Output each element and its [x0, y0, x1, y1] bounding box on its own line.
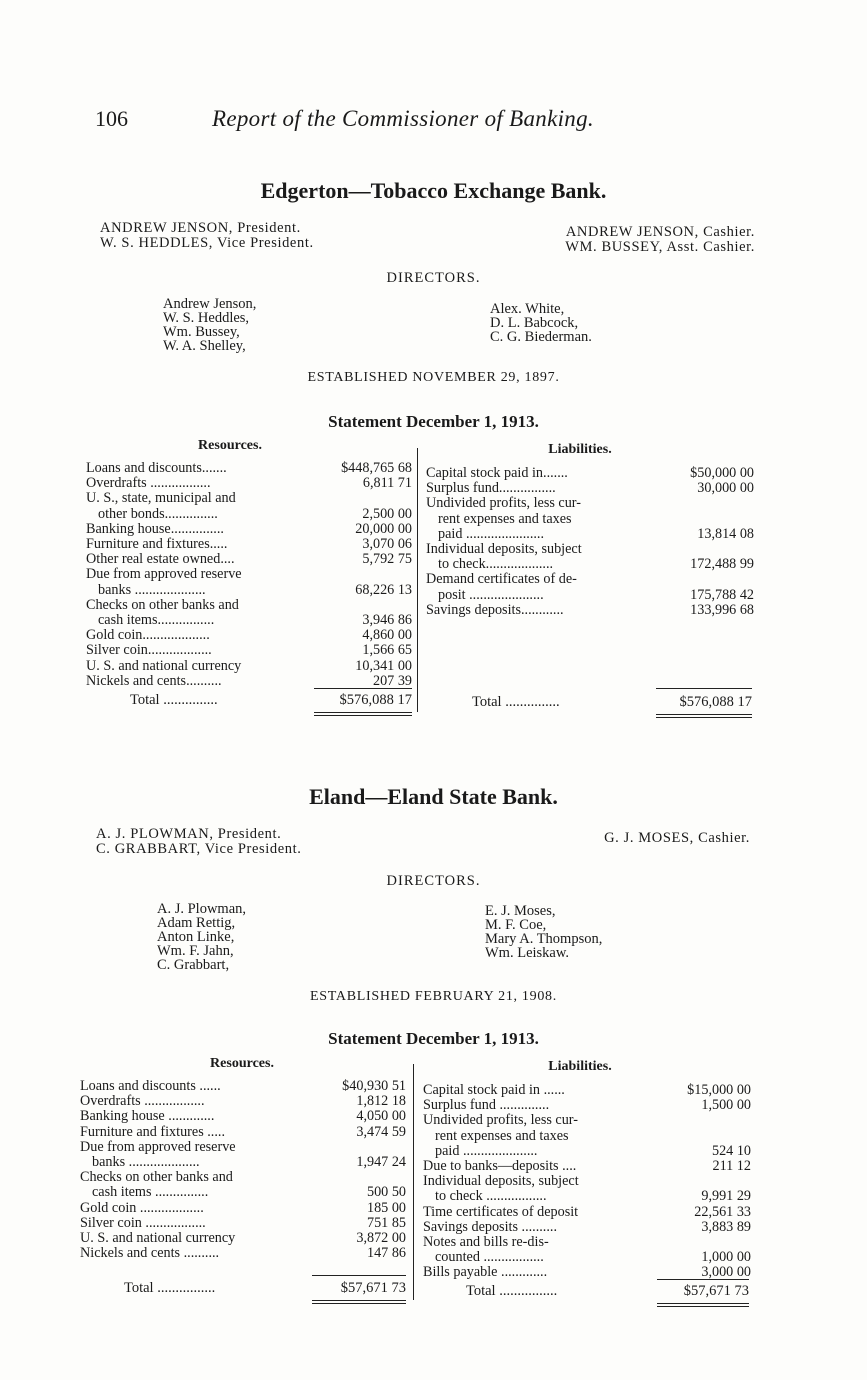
ledger-item-amount: 3,000 00 — [701, 1264, 751, 1281]
ledger-item-label: Capital stock paid in ...... — [423, 1083, 565, 1098]
director: A. J. Plowman, — [157, 901, 247, 917]
column-divider — [413, 1064, 414, 1300]
director: W. S. Heddles, — [163, 310, 250, 326]
ledger-item-amount: 500 50 — [366, 1184, 406, 1201]
officer-cashier: G. J. MOSES, Cashier. — [604, 830, 750, 846]
ledger-item-amount: 20,000 00 — [355, 520, 412, 537]
ledger-row — [423, 1205, 751, 1220]
liabilities-total-row — [472, 693, 752, 711]
ledger-row — [423, 1113, 751, 1128]
total-amount: $576,088 17 — [679, 694, 752, 710]
ledger-row — [80, 1201, 406, 1216]
directors-heading: DIRECTORS. — [386, 873, 481, 889]
director: Adam Rettig, — [157, 915, 236, 931]
bank-title: Edgerton—Tobacco Exchange Bank. — [260, 178, 607, 203]
ledger-item-amount: 3,070 06 — [362, 536, 412, 552]
ledger-item-label: U. S., state, municipal and — [86, 491, 236, 507]
ledger-item-amount: $40,930 51 — [342, 1078, 406, 1094]
total-amount: $576,088 17 — [339, 692, 412, 708]
ledger-row — [80, 1094, 406, 1109]
ledger-item-label: Silver coin ................. — [80, 1215, 206, 1231]
ledger-row — [86, 613, 412, 628]
ledger-row — [86, 476, 412, 491]
total-label: Total ............... — [130, 692, 218, 708]
director: Wm. Bussey, — [163, 324, 240, 340]
ledger-item-amount: 9,991 29 — [701, 1188, 751, 1205]
ledger-row — [423, 1250, 751, 1265]
ledger-item-label: Overdrafts ................. — [80, 1094, 205, 1110]
ledger-item-label: Time certificates of deposit — [423, 1204, 579, 1220]
ledger-item-label: Individual deposits, subject — [426, 542, 582, 557]
ledger-item-label: Loans and discounts....... — [86, 461, 227, 476]
ledger-item-amount: 133,996 68 — [690, 601, 754, 618]
ledger-row — [86, 461, 412, 476]
ledger-row — [423, 1174, 751, 1189]
ledger-row — [426, 603, 754, 618]
ledger-item-amount: 5,792 75 — [362, 551, 412, 568]
director: E. J. Moses, — [485, 903, 556, 919]
officer-cashier: ANDREW JENSON, Cashier. — [565, 224, 755, 240]
ledger-row — [423, 1083, 751, 1098]
statement-title: Statement December 1, 1913. — [328, 1029, 539, 1048]
ledger-row — [80, 1246, 406, 1261]
ledger-row — [80, 1216, 406, 1231]
ledger-item-label: Furniture and fixtures..... — [86, 537, 228, 552]
officer-president: A. J. PLOWMAN, President. — [96, 826, 282, 842]
ledger-item-amount: 22,561 33 — [694, 1203, 751, 1220]
ledger-row — [86, 507, 412, 522]
ledger-row — [86, 537, 412, 552]
ledger-row — [423, 1098, 751, 1113]
ledger-item-label: Nickels and cents.......... — [86, 673, 222, 689]
ledger-item-label: to check ................. — [435, 1189, 547, 1205]
ledger-item-label: Notes and bills re-dis- — [423, 1235, 549, 1250]
ledger-item-label: Loans and discounts ...... — [80, 1079, 221, 1094]
total-rule — [312, 1275, 406, 1276]
officer-asst-cashier: WM. BUSSEY, Asst. Cashier. — [565, 239, 755, 255]
ledger-row — [426, 481, 754, 496]
resources-heading: Resources. — [210, 1056, 274, 1071]
ledger-item-amount: 3,946 86 — [362, 612, 412, 628]
ledger-item-label: Checks on other banks and — [86, 597, 239, 613]
ledger-row — [423, 1189, 751, 1204]
ledger-item-amount: 211 12 — [712, 1158, 751, 1174]
ledger-row — [86, 628, 412, 643]
total-double-rule — [312, 1300, 406, 1304]
ledger-item-label: Gold coin................... — [86, 628, 210, 644]
total-label: Total ................ — [466, 1283, 558, 1299]
director: Andrew Jenson, — [163, 296, 257, 312]
ledger-item-label: U. S. and national currency — [80, 1231, 236, 1246]
ledger-item-label: Gold coin .................. — [80, 1200, 204, 1216]
ledger-item-label: to check................... — [438, 557, 554, 573]
ledger-row — [426, 527, 754, 542]
ledger-row — [86, 552, 412, 567]
ledger-item-label: Banking house............... — [86, 521, 224, 537]
director: Alex. White, — [490, 301, 565, 317]
officer-president: ANDREW JENSON, President. — [100, 220, 301, 236]
ledger-item-amount: 68,226 13 — [355, 581, 412, 598]
ledger-row — [86, 598, 412, 613]
resources-total-row — [124, 1279, 406, 1297]
ledger-item-label: Bills payable ............. — [423, 1265, 548, 1281]
ledger-item-amount: 175,788 42 — [690, 586, 754, 603]
ledger-item-label: banks .................... — [98, 582, 206, 598]
directors-heading: DIRECTORS. — [386, 270, 481, 286]
page-number: 106 — [95, 106, 128, 131]
ledger-item-label: Undivided profits, less cur- — [423, 1113, 578, 1129]
ledger-item-amount: 185 00 — [366, 1199, 406, 1216]
ledger-row — [86, 491, 412, 506]
ledger-row — [426, 466, 754, 481]
ledger-row — [86, 583, 412, 598]
ledger-item-amount: 6,811 71 — [362, 475, 412, 492]
ledger-item-label: rent expenses and taxes — [438, 511, 572, 527]
ledger-row — [423, 1235, 751, 1250]
ledger-row — [426, 557, 754, 572]
director: C. G. Biederman. — [490, 329, 592, 345]
ledger-item-label: paid ...................... — [438, 526, 545, 542]
ledger-item-amount: 13,814 08 — [697, 525, 754, 542]
statement-title: Statement December 1, 1913. — [328, 412, 539, 431]
ledger-item-label: posit ..................... — [438, 587, 544, 603]
liabilities-heading: Liabilities. — [548, 442, 612, 457]
ledger-row — [423, 1144, 751, 1159]
ledger-item-label: Nickels and cents .......... — [80, 1246, 220, 1262]
ledger-row — [80, 1125, 406, 1140]
ledger-row — [86, 567, 412, 582]
ledger-row — [80, 1140, 406, 1155]
ledger-row — [80, 1109, 406, 1124]
established-date: ESTABLISHED NOVEMBER 29, 1897. — [307, 370, 560, 385]
ledger-item-amount: $50,000 00 — [690, 465, 754, 481]
total-rule — [657, 1279, 749, 1280]
liabilities-heading: Liabilities. — [548, 1059, 612, 1074]
total-rule — [314, 688, 412, 689]
ledger-item-amount: 3,872 00 — [356, 1230, 406, 1246]
ledger-item-label: Due from approved reserve — [80, 1139, 236, 1155]
ledger-item-amount: $448,765 68 — [341, 460, 412, 476]
ledger-item-amount: 1,566 65 — [362, 642, 412, 659]
officer-vice-president: C. GRABBART, Vice President. — [96, 841, 302, 857]
ledger-item-label: Due from approved reserve — [86, 567, 242, 583]
ledger-row — [80, 1155, 406, 1170]
ledger-item-amount: 2,500 00 — [362, 505, 412, 522]
total-double-rule — [657, 1303, 749, 1307]
ledger-item-label: banks .................... — [92, 1155, 200, 1170]
ledger-item-amount: 524 10 — [711, 1142, 751, 1159]
ledger-row — [426, 588, 754, 603]
ledger-row — [86, 659, 412, 674]
ledger-item-label: Overdrafts ................. — [86, 476, 211, 492]
ledger-item-label: Savings deposits .......... — [423, 1219, 557, 1235]
ledger-item-amount: 1,000 00 — [701, 1249, 751, 1266]
ledger-item-amount: 4,860 00 — [362, 627, 412, 644]
ledger-item-amount: 30,000 00 — [697, 480, 754, 497]
ledger-item-label: Surplus fund................ — [426, 481, 556, 497]
ledger-item-amount: 1,812 18 — [356, 1093, 406, 1110]
ledger-row — [80, 1231, 406, 1246]
resources-total-row — [130, 691, 412, 709]
ledger-item-label: Capital stock paid in....... — [426, 466, 568, 481]
ledger-item-amount: 1,500 00 — [701, 1097, 751, 1114]
total-double-rule — [656, 714, 752, 718]
ledger-item-label: paid ..................... — [435, 1143, 538, 1159]
ledger-item-label: cash items................ — [98, 613, 215, 628]
director: W. A. Shelley, — [163, 338, 246, 354]
ledger-item-amount: 4,050 00 — [356, 1108, 406, 1125]
running-head — [95, 106, 655, 138]
ledger-item-label: Savings deposits............ — [426, 602, 564, 618]
ledger-item-label: Other real estate owned.... — [86, 552, 235, 568]
resources-heading: Resources. — [198, 438, 262, 453]
ledger-row — [426, 512, 754, 527]
running-title: Report of the Commissioner of Banking. — [212, 106, 594, 131]
total-rule — [656, 688, 752, 689]
total-label: Total ................ — [124, 1280, 216, 1296]
ledger-item-amount: 751 85 — [366, 1214, 406, 1231]
ledger-item-label: Due to banks—deposits .... — [423, 1159, 577, 1174]
ledger-item-label: cash items ............... — [92, 1185, 209, 1201]
ledger-item-label: Surplus fund .............. — [423, 1098, 550, 1114]
ledger-item-amount: 3,474 59 — [356, 1123, 406, 1140]
ledger-item-label: Checks on other banks and — [80, 1170, 233, 1186]
ledger-item-label: Demand certificates of de- — [426, 572, 577, 588]
ledger-item-amount: 3,883 89 — [701, 1218, 751, 1235]
ledger-item-label: Furniture and fixtures ..... — [80, 1124, 225, 1140]
ledger-item-amount: 10,341 00 — [355, 657, 412, 674]
director: Anton Linke, — [157, 929, 235, 945]
director: M. F. Coe, — [485, 917, 547, 933]
total-amount: $57,671 73 — [340, 1280, 406, 1296]
director: D. L. Babcock, — [490, 315, 579, 331]
ledger-item-label: U. S. and national currency — [86, 658, 242, 674]
ledger-row — [426, 572, 754, 587]
ledger-row — [80, 1170, 406, 1185]
ledger-item-label: Silver coin.................. — [86, 643, 212, 659]
ledger-item-amount: $15,000 00 — [687, 1082, 751, 1098]
ledger-item-label: Individual deposits, subject — [423, 1174, 579, 1190]
ledger-item-label: Undivided profits, less cur- — [426, 496, 581, 512]
ledger-row — [426, 542, 754, 557]
total-label: Total ............... — [472, 694, 560, 710]
director: Mary A. Thompson, — [485, 931, 603, 947]
director: Wm. Leiskaw. — [485, 945, 570, 961]
ledger-row — [423, 1129, 751, 1144]
ledger-item-amount: 1,947 24 — [356, 1154, 406, 1170]
ledger-item-amount: 172,488 99 — [690, 556, 754, 573]
liabilities-total-row — [466, 1282, 749, 1300]
total-amount: $57,671 73 — [683, 1283, 749, 1299]
ledger-row — [423, 1220, 751, 1235]
ledger-item-label: rent expenses and taxes — [435, 1128, 569, 1144]
ledger-row — [423, 1159, 751, 1174]
established-date: ESTABLISHED FEBRUARY 21, 1908. — [310, 989, 557, 1004]
ledger-row — [80, 1079, 406, 1094]
ledger-item-label: other bonds............... — [98, 506, 218, 522]
ledger-item-label: counted ................. — [435, 1250, 544, 1266]
ledger-row — [86, 643, 412, 658]
ledger-item-amount: 207 39 — [372, 672, 412, 689]
ledger-row — [426, 496, 754, 511]
total-double-rule — [314, 712, 412, 716]
column-divider — [417, 448, 418, 712]
ledger-row — [86, 522, 412, 537]
ledger-item-amount: 147 86 — [366, 1245, 406, 1262]
director: C. Grabbart, — [157, 957, 230, 973]
ledger-item-label: Banking house ............. — [80, 1109, 215, 1125]
officer-vice-president: W. S. HEDDLES, Vice President. — [100, 235, 314, 251]
director: Wm. F. Jahn, — [157, 943, 234, 959]
ledger-row — [86, 674, 412, 689]
ledger-row — [80, 1185, 406, 1200]
bank-title: Eland—Eland State Bank. — [309, 784, 558, 809]
